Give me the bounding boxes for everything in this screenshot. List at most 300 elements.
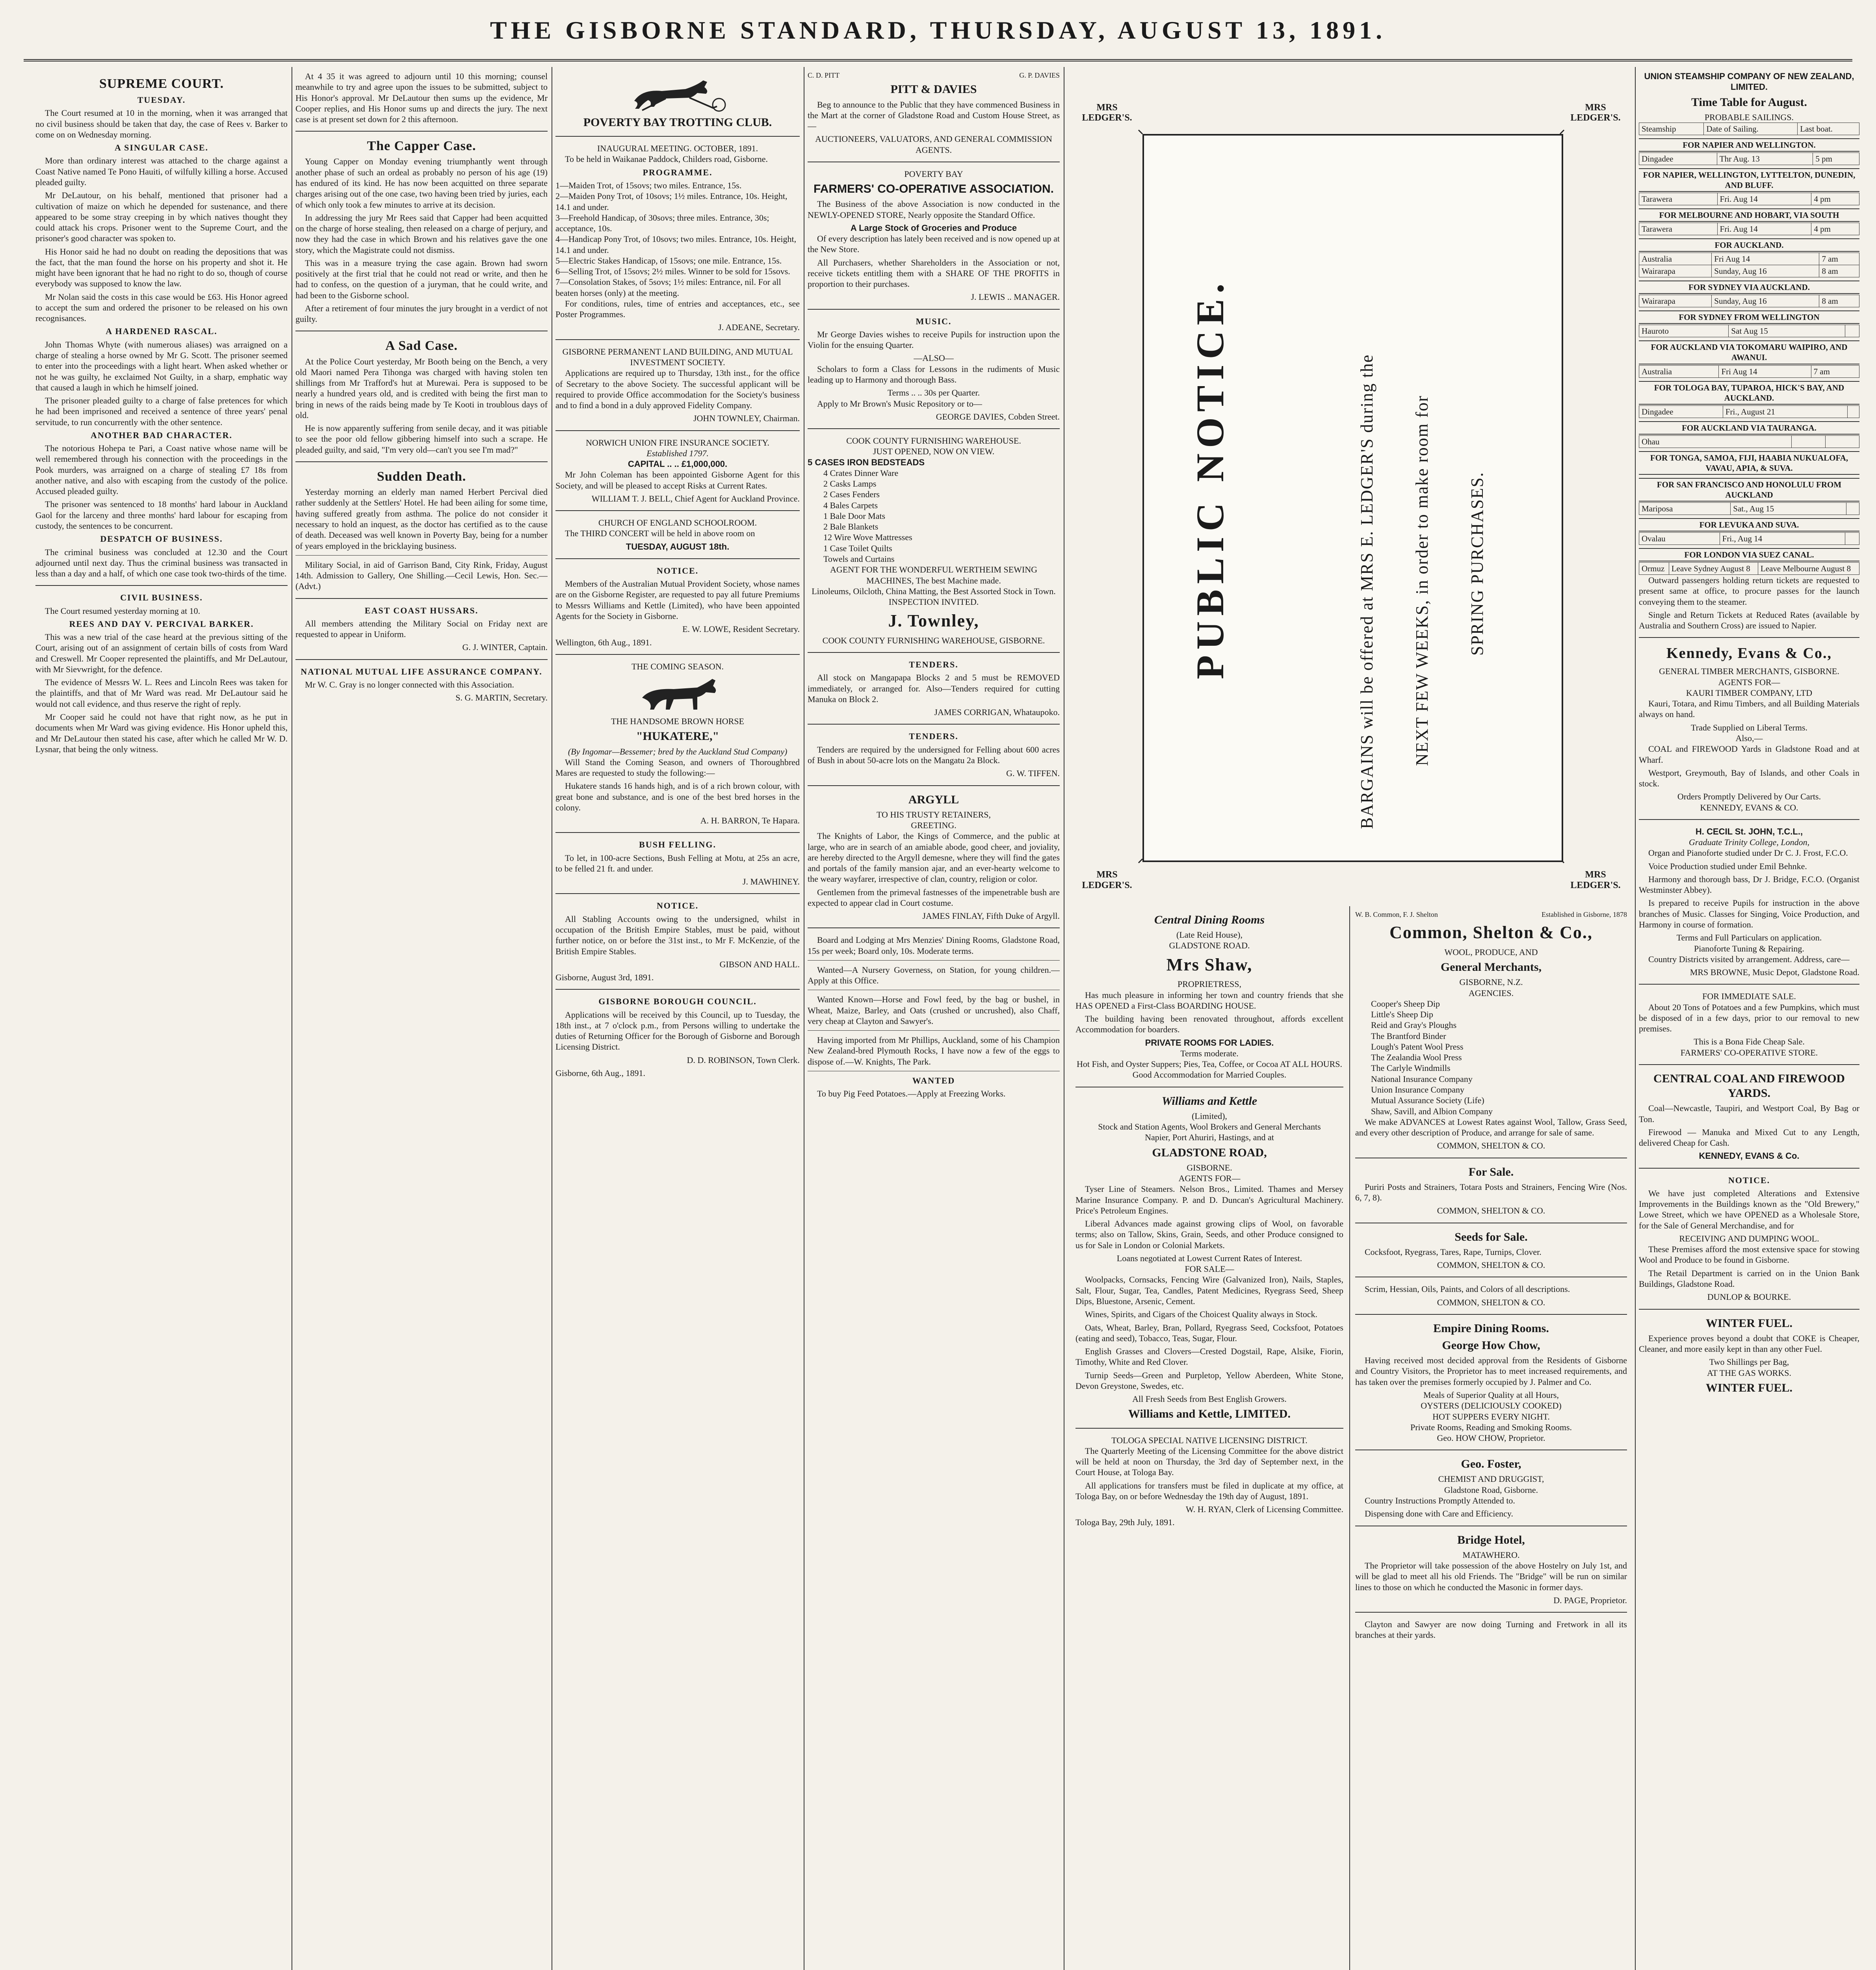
column-advertisements	[555, 71, 800, 1970]
paragraph: The prisoner pleaded guilty to a charge of false pretences for which he had been imprisoned and received a sentence of three years' penal servitude, to run concurrently with the other sentence.	[35, 396, 288, 427]
article-heading: The Capper Case.	[367, 139, 476, 154]
firm-name: Common, Shelton & Co.,	[1389, 923, 1593, 942]
table-cell: Fri Aug 14	[1712, 253, 1819, 265]
paragraph: More than ordinary interest was attached to the charge against a Coast Native named Te Pono Hauiti, of wilfully killing a horse. Accused pleaded guilty.	[35, 156, 288, 188]
divider	[1075, 1428, 1343, 1429]
paragraph: The Court resumed at 10 in the morning, when it was arranged that no civil business should be taken that day, the case of Rees v. Barker to come on on Wednesday morning.	[35, 108, 288, 139]
signature: JAMES CORRIGAN, Whataupoko.	[934, 707, 1060, 717]
firm-trades: AUCTIONEERS, VALUATORS, AND GENERAL COMMISSION AGENTS.	[815, 134, 1052, 155]
paragraph: Beg to announce to the Public that they have commenced Business in the Mart at the corner of Gladstone Road and Custom House Street, as—	[808, 99, 1060, 131]
suppers: HOT SUPPERS EVERY NIGHT.	[1432, 1411, 1550, 1422]
column-advertisements-2	[808, 71, 1060, 1970]
sailing-table	[1639, 193, 1859, 205]
farmers-place: POVERTY BAY	[904, 169, 963, 179]
sailing-table	[1639, 253, 1859, 277]
paragraph: Members of the Australian Mutual Provident Society, whose names are on the Gisborne Register, are requested to pay all future Premiums to Messrs Williams and Kettle (Limited), who have been appointed Agents for the Society in Gisborne.	[555, 579, 800, 621]
table-cell: Sat., Aug 15	[1731, 502, 1846, 515]
signature: J. ADEANE, Secretary.	[718, 322, 800, 333]
divider	[295, 555, 548, 556]
ad-heading: NOTICE.	[656, 901, 699, 911]
notice-receiving: RECEIVING AND DUMPING WOOL.	[1679, 1233, 1819, 1243]
paragraph: English Grasses and Clovers—Crested Dogstail, Rape, Alsike, Fiorin, Timothy, White and Red Clover.	[1075, 1346, 1343, 1367]
ad-heading: GISBORNE PERMANENT LAND BUILDING, AND MUTUAL INVESTMENT SOCIETY.	[562, 346, 793, 367]
divider	[35, 585, 288, 586]
programme-item: 1—Maiden Trot, of 15sovs; two miles. Entrance, 15s.	[555, 180, 742, 190]
paragraph: The prisoner was sentenced to 18 months' hard labour in Auckland Gaol for the larceny and three months' hard labour for escaping from custody, the sentences to be concurrent.	[35, 499, 288, 531]
ad-address: GLADSTONE ROAD.	[1169, 940, 1250, 951]
signature: GIBSON AND HALL.	[719, 959, 800, 969]
list-item: The Brantford Binder	[1371, 1031, 1446, 1041]
programme-item: 2—Maiden Pony Trot, of 10sovs; 1½ miles. Entrance, 10s. Height, 14.1 and under.	[555, 191, 788, 212]
signature: E. W. LOWE, Resident Secretary.	[682, 624, 800, 634]
tuning: Pianoforte Tuning & Repairing.	[1694, 943, 1804, 953]
ad-heading: COOK COUNTY FURNISHING WAREHOUSE.	[846, 436, 1021, 446]
ad-heading: TENDERS.	[909, 660, 958, 670]
concert-date: TUESDAY, AUGUST 18th.	[626, 541, 730, 552]
list-item: Mutual Assurance Society (Life)	[1371, 1095, 1484, 1106]
sailing-table	[1639, 562, 1859, 575]
location: AT THE GAS WORKS.	[1707, 1368, 1791, 1378]
paragraph: All applications for transfers must be filed in duplicate at my office, at Tologa Bay, on or before Wednesday the 19th day of August, 1891.	[1075, 1480, 1343, 1501]
sailing-section-title: FOR TONGA, SAMOA, FIJI, HAABIA NUKUALOFA, VAVAU, APIA, & SUVA.	[1639, 451, 1859, 475]
sailing-section-title: FOR TOLOGA BAY, TUPAROA, HICK'S BAY, AND AUCKLAND.	[1639, 381, 1859, 405]
sailing-schedule	[1639, 138, 1859, 575]
notice-panel	[1142, 134, 1563, 862]
sailing-section-title: FOR NAPIER, WELLINGTON, LYTTELTON, DUNEDIN, AND BLUFF.	[1639, 168, 1859, 192]
paragraph: This was a new trial of the case heard at the previous sitting of the Court, arising out of an assignment of certain bills of costs from Ward and Creswell. Mr Cooper represented the plaintiffs, and Mr DeLautour, with Mr Sievwright, for the defence.	[35, 632, 288, 674]
table-cell	[1826, 435, 1859, 448]
sailing-table	[1639, 532, 1859, 545]
agents-heading: AGENTS FOR—	[1718, 677, 1780, 687]
divider	[1639, 637, 1859, 638]
paragraph: Having received most decided approval from the Residents of Gisborne and Country Visitors, the Proprietor has to meet increased requirements, and has taken over the premises formerly occupied by J. Palmer and Co.	[1355, 1355, 1627, 1387]
section-heading: SUPREME COURT.	[99, 76, 224, 91]
firm-sub: General Merchants,	[1440, 961, 1542, 974]
divider	[808, 309, 1060, 310]
sailing-header-table	[1639, 123, 1859, 135]
masthead: THE GISBORNE STANDARD, THURSDAY, AUGUST 13, 1891.	[490, 16, 1386, 44]
trade-note: Trade Supplied on Liberal Terms.	[1690, 722, 1808, 732]
list-item: Cooper's Sheep Dip	[1371, 998, 1440, 1009]
table-row	[1639, 532, 1859, 545]
ad-title: Bridge Hotel,	[1457, 1533, 1525, 1546]
notice-line: BARGAINS will be offered at MRS E. LEDGER'S during the	[1357, 354, 1376, 829]
linoleum-note: Linoleums, Oilcloth, China Matting, the Best Assorted Stock in Town.	[812, 586, 1056, 596]
paragraph: Oats, Wheat, Barley, Bran, Pollard, Ryegrass Seed, Cocksfoot, Potatoes (eating and seed), Tobacco, Teas, Sugar, Flour.	[1075, 1322, 1343, 1343]
table-cell: Ohau	[1639, 435, 1792, 448]
paragraph: Coal—Newcastle, Taupiri, and Westport Coal, By Bag or Ton.	[1639, 1103, 1859, 1124]
probable-sailings: PROBABLE SAILINGS.	[1704, 112, 1794, 122]
case-heading: A HARDENED RASCAL.	[106, 326, 217, 336]
table-row	[1639, 325, 1859, 337]
paragraph: Wines, Spirits, and Cigars of the Choicest Quality always in Stock.	[1085, 1309, 1317, 1320]
list-item: Lough's Patent Wool Press	[1371, 1041, 1464, 1052]
ad-heading: For Sale.	[1468, 1165, 1514, 1178]
ad-heading: NOTICE.	[1728, 1175, 1770, 1185]
just-opened: JUST OPENED, NOW ON VIEW.	[873, 446, 995, 457]
signature: DUNLOP & BOURKE.	[1707, 1292, 1791, 1302]
table-cell	[1845, 325, 1859, 337]
case-heading: ANOTHER BAD CHARACTER.	[91, 430, 232, 440]
table-cell: Fri., Aug 14	[1720, 532, 1845, 545]
paragraph: Firewood — Manuka and Mixed Cut to any Length, delivered Cheap for Cash.	[1639, 1127, 1859, 1148]
divider	[808, 652, 1060, 653]
divider	[1355, 1612, 1627, 1613]
paragraph: The THIRD CONCERT will be held in above room on	[565, 528, 755, 539]
table-row	[1639, 223, 1859, 235]
ad-heading: TENDERS.	[909, 731, 958, 742]
table-row	[1639, 562, 1859, 574]
divider	[295, 131, 548, 132]
divider	[1639, 1064, 1859, 1065]
terms: Terms moderate.	[1180, 1048, 1239, 1058]
list-item: 2 Bale Blankets	[823, 522, 879, 532]
ad-town: GISBORNE.	[1187, 1162, 1232, 1173]
ad-heading: MUSIC.	[916, 316, 952, 326]
paragraph: Tenders are required by the undersigned for Felling about 600 acres of Bush in about 50-acre lots on the Mangatu 2a Block.	[808, 744, 1060, 765]
divider	[555, 558, 800, 559]
paragraph: Has much pleasure in informing her town and country friends that she HAS OPENED a First-Class BOARDING HOUSE.	[1075, 990, 1343, 1011]
paragraph: Voice Production studied under Emil Behnke.	[1648, 861, 1807, 871]
meals: Hot Fish, and Oyster Suppers; Pies, Tea, Coffee, or Cocoa AT ALL HOURS.	[1076, 1059, 1343, 1069]
signature: S. G. MARTIN, Secretary.	[455, 693, 548, 703]
paragraph: Scrim, Hessian, Oils, Paints, and Colors of all descriptions.	[1365, 1284, 1570, 1294]
divider	[808, 1030, 1060, 1031]
paragraph: Country Districts visited by arrangement. Address, care—	[1648, 954, 1850, 964]
programme-item: 5—Electric Stakes Handicap, of 15sovs; one mile. Entrance, 15s.	[555, 255, 782, 266]
divider	[1355, 1314, 1627, 1315]
ad-town: MATAWHERO.	[1462, 1550, 1520, 1560]
paragraph: The building having been renovated throughout, affords excellent Accommodation for boarders.	[1075, 1014, 1343, 1035]
paragraph: About 20 Tons of Potatoes and a few Pumpkins, which must be disposed of in a few days, prior to our removal to new premises.	[1639, 1002, 1859, 1034]
divider	[1639, 819, 1859, 820]
table-cell: Fri Aug 14	[1719, 365, 1811, 377]
table-cell	[1845, 532, 1859, 545]
corner-label: MRS LEDGER'S.	[1082, 102, 1132, 123]
table-row	[1639, 253, 1859, 265]
table-cell: Tarawera	[1639, 223, 1718, 235]
table-cell: 4 pm	[1811, 193, 1859, 205]
divider	[808, 785, 1060, 786]
ad-subheading: THE HANDSOME BROWN HORSE	[611, 716, 744, 727]
ad-subtitle: (Limited),	[1192, 1111, 1227, 1121]
signature: J. LEWIS .. MANAGER.	[971, 292, 1060, 302]
fresh-seeds: All Fresh Seeds from Best English Growers.	[1132, 1394, 1287, 1404]
table-cell: Sat Aug 15	[1729, 325, 1845, 337]
rooms-heading: PRIVATE ROOMS FOR LADIES.	[1145, 1037, 1274, 1048]
signature: Williams and Kettle, LIMITED.	[1128, 1407, 1291, 1421]
signature: A. H. BARRON, Te Hapara.	[700, 816, 800, 826]
paragraph: The Retail Department is carried on in the Union Bank Buildings, Gladstone Road.	[1639, 1268, 1859, 1289]
ad-heading: EAST COAST HUSSARS.	[364, 605, 479, 615]
paragraph: Harmony and thorough bass, Dr J. Bridge, F.C.O. (Organist Westminster Abbey).	[1639, 874, 1859, 895]
list-item: 1 Bale Door Mats	[823, 511, 886, 521]
sailing-table	[1639, 502, 1859, 515]
sale-note: This is a Bona Fide Cheap Sale.	[1694, 1037, 1805, 1047]
price: Two Shillings per Bag,	[1709, 1357, 1789, 1367]
partner-name: C. D. PITT	[808, 71, 840, 79]
agent-note: AGENT FOR THE WONDERFUL WERTHEIM SEWING MACHINES, The best Machine made.	[830, 565, 1038, 585]
sailing-section-title: FOR SYDNEY VIA AUCKLAND.	[1639, 281, 1859, 294]
divider	[1639, 1168, 1859, 1169]
table-cell: Fri. Aug 14	[1717, 193, 1811, 205]
programme-heading: PROGRAMME.	[643, 167, 713, 177]
dateline: Tologa Bay, 29th July, 1891.	[1075, 1517, 1175, 1528]
notice-title: PUBLIC NOTICE.	[1188, 278, 1232, 679]
table-cell: 5 pm	[1813, 153, 1859, 165]
signature: FARMERS' CO-OPERATIVE STORE.	[1680, 1047, 1818, 1057]
sailing-table	[1639, 405, 1859, 418]
paragraph: Wanted—A Nursery Governess, on Station, for young children.—Apply at this Office.	[808, 965, 1060, 986]
sailing-section-title: FOR NAPIER AND WELLINGTON.	[1639, 138, 1859, 152]
ad-heading: BUSH FELLING.	[639, 840, 716, 850]
paragraph: Tyser Line of Steamers. Nelson Bros., Limited. Thames and Mersey Marine Insurance Company. P. and D. Duncan's Agricultural Machinery. Price's Petroleum Engines.	[1075, 1184, 1343, 1215]
table-cell: Wairarapa	[1639, 295, 1712, 307]
article-heading: Sudden Death.	[377, 469, 466, 484]
table-cell: Tarawera	[1639, 193, 1718, 205]
list-item: 2 Casks Lamps	[823, 479, 877, 489]
article-heading: A Sad Case.	[385, 338, 458, 353]
sailing-table	[1639, 295, 1859, 307]
table-row	[1639, 435, 1859, 448]
agency-list	[1355, 998, 1627, 1117]
ad-address: GLADSTONE ROAD,	[1152, 1146, 1267, 1159]
table-row	[1639, 405, 1859, 418]
established: Established 1797.	[646, 448, 709, 458]
proprietress-title: PROPRIETRESS,	[1178, 979, 1241, 989]
table-cell: Dingadee	[1639, 153, 1717, 165]
paragraph: Mr Cooper said he could not have that right now, as he put in documents when Mr Ward was giving evidence. His Honor upheld this, and Mr DeLautour then stated his case, after which he called Mr W. D. Lysnar, that being the only witness.	[35, 712, 288, 754]
signature: G. W. TIFFEN.	[1006, 768, 1060, 779]
sailing-section-title: FOR AUCKLAND VIA TOKOMARU WAIPIRO, AND AWANUI.	[1639, 340, 1859, 364]
column-header: Steamship	[1639, 123, 1704, 135]
agents-heading: AGENTS FOR—	[1178, 1173, 1241, 1184]
paragraph: Military Social, in aid of Garrison Band, City Rink, Friday, August 14th. Admission to Gallery, One Shilling.—Cecil Lewis, Hon. Sec.—(Advt.)	[295, 559, 548, 591]
paragraph: Hukatere stands 16 hands high, and is of a rich brown colour, with great bone and substance, and is one of the best bred horses in the colony.	[555, 781, 800, 812]
table-cell: Ovalau	[1639, 532, 1720, 545]
ad-heading: NORWICH UNION FIRE INSURANCE SOCIETY.	[586, 437, 769, 448]
public-notice-ad	[1075, 98, 1627, 894]
table-row	[1639, 193, 1859, 205]
table-cell: Australia	[1639, 253, 1712, 265]
paragraph: Woolpacks, Cornsacks, Fencing Wire (Galvanized Iron), Nails, Staples, Salt, Flour, Sugar, Tea, Candles, Patent Medicines, Ryegrass Seed, Sheep Dips, Bluestone, Arsenic, Cement.	[1075, 1275, 1343, 1307]
divider	[555, 989, 800, 990]
table-cell: Hauroto	[1639, 325, 1729, 337]
sailing-section-title: FOR LONDON VIA SUEZ CANAL.	[1639, 548, 1859, 561]
divider	[555, 654, 800, 655]
sailing-section-title: FOR MELBOURNE AND HOBART, VIA SOUTH	[1639, 208, 1859, 222]
townley-sub: COOK COUNTY FURNISHING WAREHOUSE, GISBORNE.	[822, 635, 1045, 645]
partner-name: G. P. DAVIES	[1019, 71, 1060, 79]
divider	[555, 893, 800, 894]
table-row	[1639, 502, 1859, 515]
paragraph: Single and Return Tickets at Reduced Rates (available by Australia and Southern Cross) are issued to Napier.	[1639, 610, 1859, 631]
argyll-greeting: GREETING.	[911, 820, 957, 830]
paragraph: Will Stand the Coming Season, and owners of Thoroughbred Mares are requested to study the following:—	[555, 757, 800, 778]
divider	[295, 659, 548, 660]
ad-subtitle: CHEMIST AND DRUGGIST,	[1438, 1474, 1544, 1484]
for-sale: FOR SALE—	[1185, 1264, 1234, 1274]
paragraph: Is prepared to receive Pupils for instruction in the above branches of Music. Classes for Singing, Voice Production, and Harmony in course of formation.	[1639, 898, 1859, 929]
programme-item: 7—Consolation Stakes, of 5sovs; 1½ miles: Entrance, nil. For all beaten horses (only) at the meeting.	[555, 277, 781, 298]
meeting-title: INAUGURAL MEETING. OCTOBER, 1891.	[597, 143, 758, 154]
sailing-table	[1639, 365, 1859, 378]
paragraph: The Court resumed yesterday morning at 10.	[45, 606, 201, 616]
column-dining-williams	[1075, 910, 1343, 1970]
list-item: Little's Sheep Dip	[1371, 1009, 1433, 1020]
sailing-table	[1639, 152, 1859, 165]
paragraph: Apply to Mr Brown's Music Repository or to—	[817, 398, 982, 409]
paragraph: This was in a measure trying the case again. Brown had sworn positively at the first trial that he could not read or write, and then he had to confess, on the question of a juryman, that he could write, and had been to the Gisborne school.	[295, 258, 548, 300]
sailing-section-title: FOR AUCKLAND VIA TAURANGA.	[1639, 421, 1859, 435]
case-subheading: REES AND DAY V. PERCIVAL BARKER.	[69, 619, 254, 629]
table-cell: 7 am	[1819, 253, 1859, 265]
divider	[555, 339, 800, 340]
signature: JOHN TOWNLEY, Chairman.	[693, 413, 800, 424]
timetable-title: Time Table for August.	[1691, 95, 1807, 109]
ad-heading: FOR IMMEDIATE SALE.	[1702, 991, 1796, 1002]
ad-heading: NOTICE.	[656, 565, 699, 576]
signature: Geo. HOW CHOW, Proprietor.	[1437, 1433, 1545, 1443]
argyll-sub: TO HIS TRUSTY RETAINERS,	[877, 809, 991, 820]
company-title: UNION STEAMSHIP COMPANY OF NEW ZEALAND, LIMITED.	[1644, 71, 1854, 92]
divider	[295, 461, 548, 462]
sailing-table	[1639, 325, 1859, 337]
agency-name: KAURI TIMBER COMPANY, LTD	[1686, 688, 1813, 698]
table-cell: Leave Melbourne August 8	[1758, 562, 1859, 574]
paragraph: Mr John Coleman has been appointed Gisborne Agent for this Society, and will be pleased to accept Risks at Current Rates.	[555, 470, 800, 491]
table-cell: Sunday, Aug 16	[1712, 295, 1819, 307]
sailing-table	[1639, 435, 1859, 448]
ad-heading: Seeds for Sale.	[1454, 1230, 1528, 1243]
case-heading: CIVIL BUSINESS.	[120, 593, 203, 603]
paragraph: All stock on Mangapapa Blocks 2 and 5 must be REMOVED immediately, or arranged for. Also—Tenders required for cutting Manuka on Block 2.	[808, 673, 1060, 704]
masthead-rule	[24, 59, 1852, 61]
paragraph: Turnip Seeds—Green and Purpletop, Yellow Aberdeen, White Stone, Devon Greystone, Swedes, etc.	[1075, 1370, 1343, 1391]
sailing-section-title: FOR SAN FRANCISCO AND HONOLULU FROM AUCKLAND	[1639, 478, 1859, 502]
table-cell: Ormuz	[1639, 562, 1669, 574]
paragraph: The notorious Hohepa te Pari, a Coast native whose name will be well remembered through his connection with the proceedings in the Pook murders, was arraigned on a charge of stealing £7 18s from another native, and also with escaping from the custody of the police. Accused pleaded guilty.	[35, 443, 288, 496]
divider	[808, 428, 1060, 429]
paragraph: Westport, Greymouth, Bay of Islands, and other Coals in stock.	[1639, 768, 1859, 789]
dateline: Gisborne, 6th Aug., 1891.	[555, 1068, 645, 1078]
divider	[555, 136, 800, 137]
list-item: Union Insurance Company	[1371, 1084, 1465, 1095]
paragraph: Board and Lodging at Mrs Menzies' Dining Rooms, Gladstone Road, 15s per week; Board only, 10s. Moderate terms.	[808, 935, 1060, 956]
orders-note: Orders Promptly Delivered by Our Carts.	[1677, 792, 1821, 802]
divider	[808, 927, 1060, 928]
terms: Terms .. .. 30s per Quarter.	[887, 388, 980, 398]
signature: J. MAWHINEY.	[742, 877, 800, 887]
ad-heading: GISBORNE BOROUGH COUNCIL.	[598, 996, 757, 1007]
signature: D. D. ROBINSON, Town Clerk.	[687, 1055, 800, 1065]
item-list	[808, 468, 1060, 564]
column-news	[295, 71, 548, 1970]
paragraph: To be held in Waikanae Paddock, Childers road, Gisborne.	[565, 154, 768, 164]
paragraph: At the Police Court yesterday, Mr Booth being on the Bench, a very old Maori named Pera Tihonga was charged with having stolen ten shillings from Mr Trafford's hut at Murewai. Pera is supposed to be nearly a hundred years old, and is credited with being the first man to bring in news of the raids being made by Te Kooti in troublous days of old.	[295, 356, 548, 420]
paragraph: Mr W. C. Gray is no longer connected with this Association.	[305, 679, 514, 690]
column-shipping	[1639, 71, 1859, 1970]
signature: W. H. RYAN, Clerk of Licensing Committee.	[1185, 1504, 1343, 1515]
case-heading: A SINGULAR CASE.	[115, 143, 208, 153]
ad-footer: WINTER FUEL.	[1705, 1381, 1793, 1394]
list-item: 12 Wire Wove Mattresses	[823, 532, 912, 543]
paragraph: The Business of the above Association is now conducted in the NEWLY-OPENED STORE, Nearly opposite the Standard Office.	[808, 199, 1060, 220]
signature: MRS BROWNE, Music Depot, Gladstone Road.	[1690, 967, 1859, 978]
ad-heading: TOLOGA SPECIAL NATIVE LICENSING DISTRICT.	[1111, 1435, 1308, 1445]
paragraph: Cocksfoot, Ryegrass, Tares, Rape, Turnips, Clover.	[1365, 1247, 1542, 1257]
paragraph: Puriri Posts and Strainers, Totara Posts and Strainers, Fencing Wire (Nos. 6, 7, 8).	[1355, 1182, 1627, 1203]
table-header-row	[1639, 123, 1859, 135]
paragraph: All members attending the Military Social on Friday next are requested to appear in Uniform.	[295, 618, 548, 639]
horse-name: "HUKATERE,"	[636, 730, 719, 743]
divider	[295, 598, 548, 599]
divider	[555, 430, 800, 431]
paragraph: The criminal business was concluded at 12.30 and the Court adjourned until next day. Thus the criminal business was transacted in less than a day and a half, of which one case took two-thirds of the time.	[35, 547, 288, 579]
paragraph: All Purchasers, whether Shareholders in the Association or not, receive tickets entitling them with a SHARE OF THE PROFITS in proportion to their purchases.	[808, 257, 1060, 289]
column-rule	[1635, 67, 1636, 1970]
signature: KENNEDY, EVANS & Co.	[1699, 1151, 1800, 1161]
ad-heading: WANTED	[912, 1076, 955, 1086]
dateline: Gisborne, August 3rd, 1891.	[555, 972, 654, 983]
partner-names: W. B. Common, F. J. Shelton	[1355, 911, 1438, 918]
paragraph: Clayton and Sawyer are now doing Turning and Fretwork in all its branches at their yards.	[1355, 1619, 1627, 1640]
firm-name: Kennedy, Evans & Co.,	[1666, 645, 1832, 662]
table-cell: Sunday, Aug 16	[1712, 265, 1819, 277]
programme-item: 3—Freehold Handicap, of 30sovs; three miles. Entrance, 30s; acceptance, 10s.	[555, 212, 769, 234]
sailing-table	[1639, 223, 1859, 235]
list-item: The Carlyle Windmills	[1371, 1063, 1451, 1073]
table-cell: Fri. Aug 14	[1717, 223, 1811, 235]
paragraph: Applications are required up to Thursday, 13th inst., for the office of Secretary to the above Society. The successful applicant will be required to provide Office accommodation for the Society's business and to find a bond in a duly approved Fidelity Company.	[555, 368, 800, 411]
paragraph: In addressing the jury Mr Rees said that Capper had been acquitted on the charge of horse stealing, then released on a charge of perjury, and now they had the case in which Brown and his relatives gave the one story, which the Magistrate could not dismiss.	[295, 212, 548, 255]
firm-sub: GENERAL TIMBER MERCHANTS, GISBORNE.	[1659, 666, 1839, 676]
signature: WILLIAM T. J. BELL, Chief Agent for Auckland Province.	[591, 493, 800, 504]
case-heading: DESPATCH OF BUSINESS.	[100, 534, 223, 544]
agencies-heading: AGENCIES.	[1468, 988, 1514, 998]
sailing-section-title: FOR AUCKLAND.	[1639, 238, 1859, 252]
list-item: Reid and Gray's Ploughs	[1371, 1020, 1457, 1030]
ad-address: Gladstone Road, Gisborne.	[1444, 1485, 1538, 1495]
table-row	[1639, 365, 1859, 377]
notice-line: SPRING PURCHASES.	[1467, 472, 1487, 656]
column-header: Date of Sailing.	[1704, 123, 1798, 135]
meals: Meals of Superior Quality at all Hours,	[1423, 1390, 1559, 1400]
ad-header	[808, 71, 1060, 80]
paragraph: Yesterday morning an elderly man named Herbert Percival died rather suddenly at the Settlers' Hotel. He had been ailing for some time, having suffered greatly from asthma. The police do not consider it necessary to hold an inquest, as the doctor has certified as to the cause of death. Deceased was well known in Poverty Bay, being for a number of years employed in the bricklaying business.	[295, 487, 548, 551]
paragraph: Liberal Advances made against growing clips of Wool, on favorable terms; also on Tallow, Skins, Grain, Seeds, and other Produce consigned to us for Sale in London or Colonial Markets.	[1075, 1219, 1343, 1250]
signature: D. PAGE, Proprietor.	[1553, 1595, 1627, 1605]
paragraph: At 4 35 it was agreed to adjourn until 10 this morning; counsel meanwhile to try and agree upon the issues to be submitted, subject to His Honor's approval. Mr DeLautour then sums up the evidence, Mr Cooper replies, and His Honor sums up and directs the jury. The next case is at present set down for 2 this afternoon.	[295, 71, 548, 125]
ad-places: Napier, Port Ahuriri, Hastings, and at	[1145, 1132, 1274, 1143]
corner-label: MRS LEDGER'S.	[1570, 870, 1621, 890]
ad-heading: NATIONAL MUTUAL LIFE ASSURANCE COMPANY.	[301, 666, 542, 676]
table-cell: Wairarapa	[1639, 265, 1712, 277]
paragraph: Dispensing done with Care and Efficiency.	[1365, 1509, 1513, 1519]
list-item: 4 Bales Carpets	[823, 500, 878, 510]
paragraph: We make ADVANCES at Lowest Rates against Wool, Tallow, Grass Seed, and every other description of Produce, and arrange for sale of same.	[1355, 1117, 1627, 1138]
table-cell: Australia	[1639, 365, 1719, 377]
table-cell	[1846, 502, 1859, 515]
paragraph: After a retirement of four minutes the jury brought in a verdict of not guilty.	[295, 303, 548, 324]
paragraph: Mr Nolan said the costs in this case would be £63. His Honor agreed to accept the sum and ordered the prisoner to be released on his own recognisances.	[35, 292, 288, 323]
established-note: Established in Gisborne, 1878	[1542, 911, 1627, 918]
paragraph: Scholars to form a Class for Lessons in the rudiments of Music leading up to Harmony and thorough Bass.	[808, 364, 1060, 385]
table-cell: 8 am	[1819, 265, 1859, 277]
couples-note: Good Accommodation for Married Couples.	[1132, 1070, 1287, 1080]
proprietress-name: Mrs Shaw,	[1166, 955, 1253, 974]
table-cell: 8 am	[1819, 295, 1859, 307]
